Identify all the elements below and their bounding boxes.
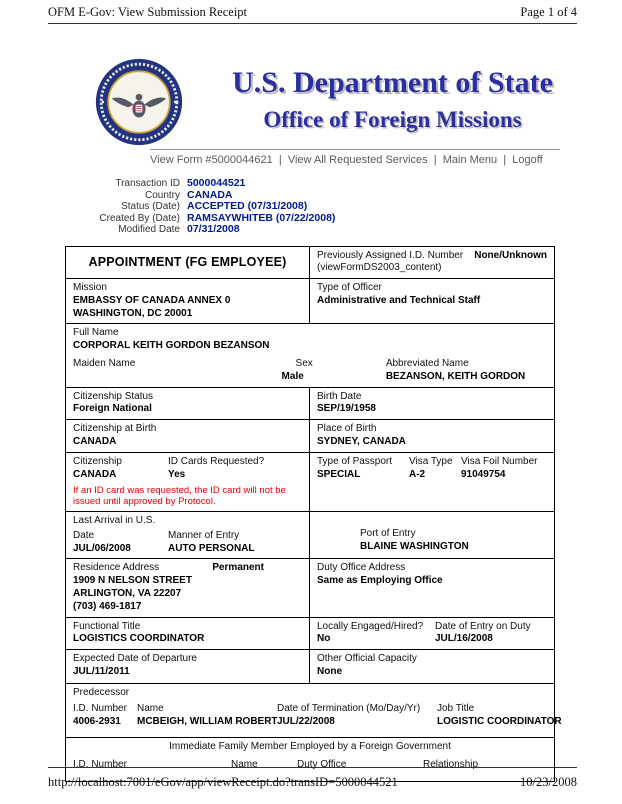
- expected-departure-label: Expected Date of Departure: [73, 653, 197, 665]
- type-of-officer-label: Type of Officer: [317, 282, 382, 294]
- print-header-title: OFM E-Gov: View Submission Receipt: [48, 5, 248, 19]
- residence-address-heading: [73, 562, 302, 575]
- residence-address-line1: 1909 N NELSON STREET: [73, 575, 192, 587]
- arrival-date-label: Date: [73, 529, 95, 541]
- predecessor-job-title-label: Job Title: [437, 702, 475, 714]
- form-row-last-arrival: [66, 511, 554, 558]
- citizenship-id-cards-grid: [73, 456, 302, 482]
- meta-row-country: [88, 190, 622, 202]
- masthead-titles: [183, 58, 602, 146]
- visa-foil-number-label: Visa Foil Number: [461, 456, 538, 468]
- functional-title-cell: [66, 618, 310, 650]
- form-row-citizenship-at-birth: [66, 419, 554, 452]
- duty-office-address-label: Duty Office Address: [317, 562, 406, 574]
- modified-date-value: 07/31/2008: [187, 223, 240, 235]
- last-arrival-heading: Last Arrival in U.S.: [73, 515, 156, 527]
- abbreviated-name-value: BEZANSON, KEITH GORDON: [385, 370, 526, 382]
- predecessor-cell: [66, 684, 562, 737]
- name-details-grid: [73, 358, 547, 384]
- form-title: APPOINTMENT (FG EMPLOYEE): [88, 255, 287, 270]
- full-name-cell: [66, 324, 554, 386]
- citizenship-status-cell: [66, 388, 310, 420]
- citizenship-at-birth-value: CANADA: [73, 436, 117, 448]
- previously-assigned-id-cell: [310, 247, 554, 279]
- maiden-name-value: [73, 371, 282, 384]
- form-row-residence-address: [66, 558, 554, 616]
- form-row-citizenship-visa: [66, 452, 554, 511]
- form-title-cell: [66, 247, 310, 279]
- country-value: CANADA: [187, 188, 233, 201]
- mission-label: Mission: [73, 282, 107, 294]
- previously-assigned-id-note: (viewFormDS2003_content): [317, 262, 442, 274]
- duty-office-address-value: Same as Employing Office: [317, 575, 443, 587]
- family-id-number-label: I.D. Number: [73, 758, 127, 770]
- print-header-page-indicator: Page 1 of 4: [520, 5, 577, 19]
- last-arrival-cell: [66, 512, 310, 558]
- form-row-title: [66, 247, 554, 279]
- full-name-value: CORPORAL KEITH GORDON BEZANSON: [73, 340, 270, 352]
- manner-of-entry-label: Manner of Entry: [168, 529, 240, 541]
- sex-value: Male: [281, 370, 304, 382]
- predecessor-heading: Predecessor: [73, 687, 130, 699]
- predecessor-job-title-value: LOGISTIC COORDINATOR: [437, 715, 562, 727]
- type-of-passport-value: SPECIAL: [317, 469, 361, 481]
- birth-date-cell: [310, 388, 554, 420]
- form-row-full-name: [66, 323, 554, 386]
- type-of-officer-value: Administrative and Technical Staff: [317, 294, 481, 306]
- birth-date-value: SEP/19/1958: [317, 403, 376, 415]
- arrival-grid: [73, 530, 302, 556]
- place-of-birth-label: Place of Birth: [317, 423, 377, 435]
- full-name-label: Full Name: [73, 327, 119, 339]
- family-relationship-label: Relationship: [423, 758, 479, 770]
- form-row-functional-title: [66, 617, 554, 650]
- residence-address-cell: [66, 559, 310, 616]
- print-footer-date: 10/23/2008: [520, 775, 577, 789]
- residence-address-label: Residence Address: [73, 562, 160, 574]
- nav-view-all-requested-services-link[interactable]: | View All Requested Services: [273, 154, 428, 166]
- status-value: ACCEPTED (07/31/2008): [187, 200, 308, 212]
- meta-label: Transaction ID: [115, 178, 180, 189]
- citizenship-at-birth-cell: [66, 420, 310, 452]
- expected-departure-value: JUL/11/2011: [73, 665, 130, 677]
- port-of-entry-value: BLAINE WASHINGTON: [360, 540, 469, 552]
- passport-visa-cell: [310, 453, 554, 511]
- predecessor-termination-label: Date of Termination (Mo/Day/Yr): [277, 702, 421, 714]
- nav-main-menu-link[interactable]: | Main Menu: [428, 154, 498, 166]
- citizenship-value: CANADA: [73, 469, 117, 481]
- print-footer-url: http://localhost:7001/eGov/app/viewReceipt.do?transID=5000044521: [48, 775, 398, 789]
- functional-title-label: Functional Title: [73, 620, 141, 632]
- place-of-birth-value: SYDNEY, CANADA: [317, 436, 406, 448]
- form-row-mission: [66, 278, 554, 323]
- meta-label: Country: [144, 189, 180, 201]
- top-nav: [150, 149, 560, 166]
- arrival-date-value: JUL/06/2008: [73, 542, 131, 554]
- date-of-entry-on-duty-value: JUL/16/2008: [435, 633, 493, 645]
- duty-office-address-cell: [310, 559, 554, 616]
- expected-departure-cell: [66, 650, 310, 683]
- id-cards-requested-value: Yes: [168, 469, 186, 481]
- residence-address-line2: ARLINGTON, VA 22207: [73, 588, 182, 599]
- family-name-label: Name: [231, 758, 258, 770]
- masthead: [95, 58, 602, 146]
- meta-row-status: [88, 201, 622, 213]
- port-of-entry-label: Port of Entry: [360, 528, 416, 540]
- birth-date-label: Birth Date: [317, 390, 362, 402]
- passport-visa-grid: [317, 456, 547, 482]
- meta-row-modified-date: [88, 224, 622, 236]
- citizenship-at-birth-label: Citizenship at Birth: [73, 423, 157, 435]
- visa-type-value: A-2: [409, 469, 426, 481]
- residence-address-permanent-tag: Permanent: [212, 562, 264, 574]
- date-of-entry-on-duty-label: Date of Entry on Duty: [435, 620, 531, 632]
- visa-foil-number-value: 91049754: [461, 469, 506, 481]
- print-header: [0, 0, 622, 20]
- other-official-capacity-label: Other Official Capacity: [317, 653, 417, 665]
- family-duty-office-label: Duty Office: [297, 758, 347, 770]
- citizenship-status-label: Citizenship Status: [73, 390, 154, 402]
- predecessor-grid: [73, 702, 562, 729]
- meta-label: Created By (Date): [99, 212, 180, 224]
- mission-cell: [66, 279, 310, 323]
- transaction-id-value: 5000044521: [187, 177, 246, 189]
- sex-label: Sex: [295, 358, 313, 370]
- maiden-name-label: Maiden Name: [73, 358, 136, 370]
- port-of-entry-cell: [310, 512, 554, 558]
- form-row-citizenship-status: [66, 387, 554, 420]
- predecessor-id-number-value: 4006-2931: [73, 715, 121, 727]
- created-by-value: RAMSAYWHITEB (07/22/2008): [187, 211, 336, 224]
- previously-assigned-id-label: Previously Assigned I.D. Number: [317, 249, 464, 261]
- department-of-state-seal-icon: [95, 58, 183, 146]
- functional-title-value: LOGISTICS COORDINATOR: [73, 633, 205, 645]
- predecessor-id-number-label: I.D. Number: [73, 702, 127, 714]
- locally-engaged-grid: [317, 621, 547, 647]
- type-of-officer-cell: [310, 279, 554, 323]
- meta-row-transaction-id: [88, 178, 622, 190]
- agency-title: U.S. Department of State: [232, 66, 553, 99]
- form-row-expected-departure: [66, 649, 554, 683]
- id-card-warning-text: If an ID card was requested, the ID card will not be issued until approved by Protocol.: [73, 484, 286, 508]
- citizenship-status-value: Foreign National: [73, 403, 152, 415]
- locally-engaged-value: No: [317, 633, 331, 645]
- meta-row-created-by: [88, 213, 622, 225]
- other-official-capacity-value: None: [317, 665, 342, 677]
- previously-assigned-id-value: None/Unknown: [474, 249, 547, 261]
- family-member-heading: Immediate Family Member Employed by a Foreign Government: [169, 741, 451, 753]
- print-header-rule: [48, 23, 577, 24]
- locally-engaged-cell: [310, 618, 554, 650]
- receipt-form-table: [65, 246, 562, 783]
- previously-assigned-id-line: [317, 250, 547, 263]
- type-of-passport-label: Type of Passport: [317, 456, 393, 468]
- citizenship-id-cards-cell: [66, 453, 310, 511]
- mission-value: EMBASSY OF CANADA ANNEX 0 WASHINGTON, DC 20001: [73, 294, 231, 319]
- predecessor-name-label: Name: [137, 702, 164, 714]
- nav-view-form-link[interactable]: View Form #5000044621: [150, 154, 273, 166]
- manner-of-entry-value: AUTO PERSONAL: [168, 542, 255, 554]
- place-of-birth-cell: [310, 420, 554, 452]
- visa-type-label: Visa Type: [409, 456, 453, 468]
- transaction-meta: [88, 178, 622, 236]
- predecessor-name-value: MCBEIGH, WILLIAM ROBERT: [137, 715, 278, 727]
- agency-subtitle: Office of Foreign Missions: [263, 107, 522, 132]
- citizenship-label: Citizenship: [73, 456, 122, 468]
- abbreviated-name-label: Abbreviated Name: [385, 358, 469, 370]
- meta-label: Modified Date: [118, 224, 180, 235]
- form-row-predecessor: [66, 683, 562, 737]
- print-footer: [48, 767, 577, 790]
- meta-label: Status (Date): [121, 201, 180, 212]
- locally-engaged-label: Locally Engaged/Hired?: [317, 620, 424, 632]
- residence-address-line3: (703) 469-1817: [73, 600, 142, 612]
- id-cards-requested-label: ID Cards Requested?: [168, 456, 265, 468]
- other-official-capacity-cell: [310, 650, 554, 683]
- nav-logoff-link[interactable]: | Logoff: [497, 154, 542, 166]
- predecessor-termination-value: JUL/22/2008: [277, 715, 335, 727]
